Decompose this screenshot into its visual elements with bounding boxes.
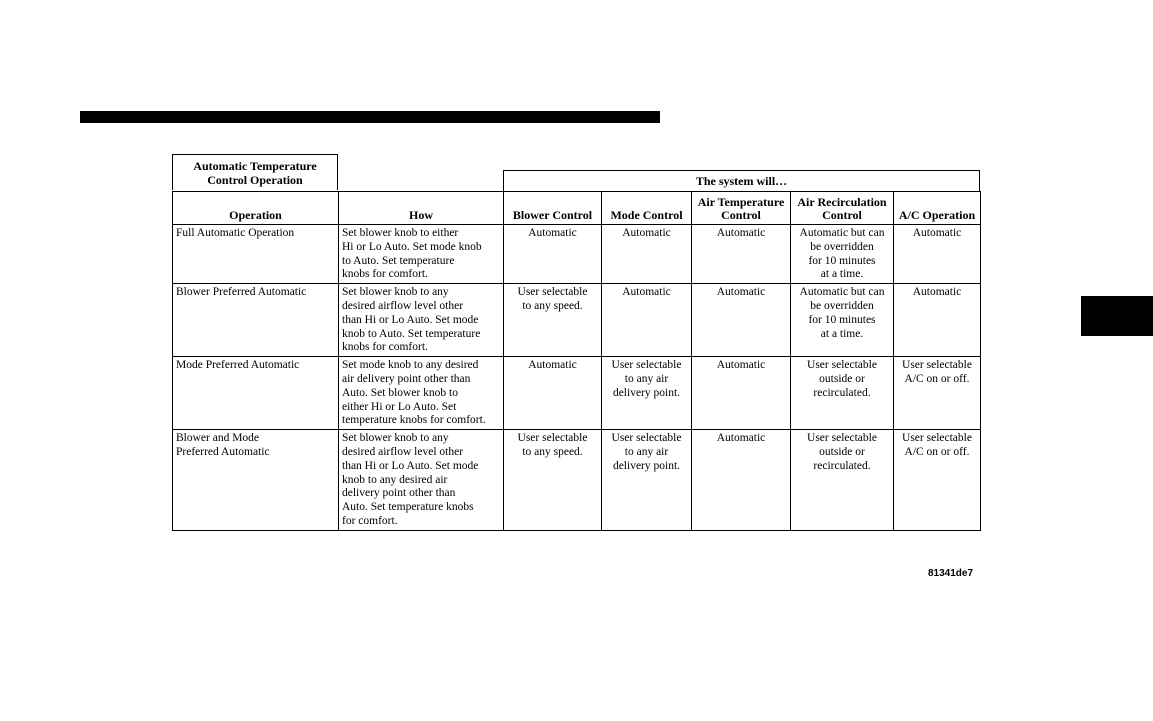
- system-will-header: The system will…: [503, 170, 980, 191]
- cell-operation: Blower Preferred Automatic: [173, 284, 339, 357]
- column-header-row: [173, 192, 981, 225]
- cell-recirc: User selectable outside or recirculated.: [791, 430, 894, 531]
- cell-recirc: Automatic but can be overridden for 10 minutes at a time.: [791, 225, 894, 284]
- col-header-mode: Mode Control: [602, 192, 692, 225]
- operation-table: [172, 191, 981, 531]
- cell-air-temp: Automatic: [692, 225, 791, 284]
- cell-mode: Automatic: [602, 225, 692, 284]
- table-row: [173, 225, 981, 284]
- cell-recirc: Automatic but can be overridden for 10 minutes at a time.: [791, 284, 894, 357]
- cell-ac: Automatic: [894, 284, 981, 357]
- cell-how: Set blower knob to any desired airflow level other than Hi or Lo Auto. Set mode knob to any desired air delivery point other than Auto. Set temperature knobs for comfort.: [339, 430, 504, 531]
- cell-air-temp: Automatic: [692, 357, 791, 430]
- col-header-how: How: [339, 192, 504, 225]
- col-header-blower: Blower Control: [504, 192, 602, 225]
- table-row: [173, 284, 981, 357]
- col-header-recirc: Air Recirculation Control: [791, 192, 894, 225]
- cell-air-temp: Automatic: [692, 430, 791, 531]
- cell-blower: Automatic: [504, 225, 602, 284]
- cell-recirc: User selectable outside or recirculated.: [791, 357, 894, 430]
- cell-blower: User selectable to any speed.: [504, 430, 602, 531]
- col-header-operation: Operation: [173, 192, 339, 225]
- cell-blower: Automatic: [504, 357, 602, 430]
- table-title-box: [172, 154, 338, 190]
- table-row: [173, 357, 981, 430]
- cell-air-temp: Automatic: [692, 284, 791, 357]
- cell-mode: Automatic: [602, 284, 692, 357]
- col-header-air-temp: Air Temperature Control: [692, 192, 791, 225]
- cell-operation: Full Automatic Operation: [173, 225, 339, 284]
- cell-ac: User selectable A/C on or off.: [894, 357, 981, 430]
- cell-blower: User selectable to any speed.: [504, 284, 602, 357]
- cell-ac: Automatic: [894, 225, 981, 284]
- table-title: Automatic Temperature Control Operation: [193, 158, 317, 187]
- figure-code: 81341de7: [928, 568, 974, 579]
- cell-how: Set blower knob to either Hi or Lo Auto. Set mode knob to Auto. Set temperature knobs for comfort.: [339, 225, 504, 284]
- cell-how: Set mode knob to any desired air delivery point other than Auto. Set blower knob to either Hi or Lo Auto. Set temperature knobs for comfort.: [339, 357, 504, 430]
- table-row: [173, 430, 981, 531]
- col-header-ac: A/C Operation: [894, 192, 981, 225]
- cell-operation: Mode Preferred Automatic: [173, 357, 339, 430]
- cell-how: Set blower knob to any desired airflow level other than Hi or Lo Auto. Set mode knob to Auto. Set temperature knobs for comfort.: [339, 284, 504, 357]
- cell-ac: User selectable A/C on or off.: [894, 430, 981, 531]
- section-tab: [1081, 296, 1153, 336]
- top-rule-bar: [80, 111, 660, 123]
- cell-mode: User selectable to any air delivery point.: [602, 430, 692, 531]
- cell-mode: User selectable to any air delivery point.: [602, 357, 692, 430]
- cell-operation: Blower and Mode Preferred Automatic: [173, 430, 339, 531]
